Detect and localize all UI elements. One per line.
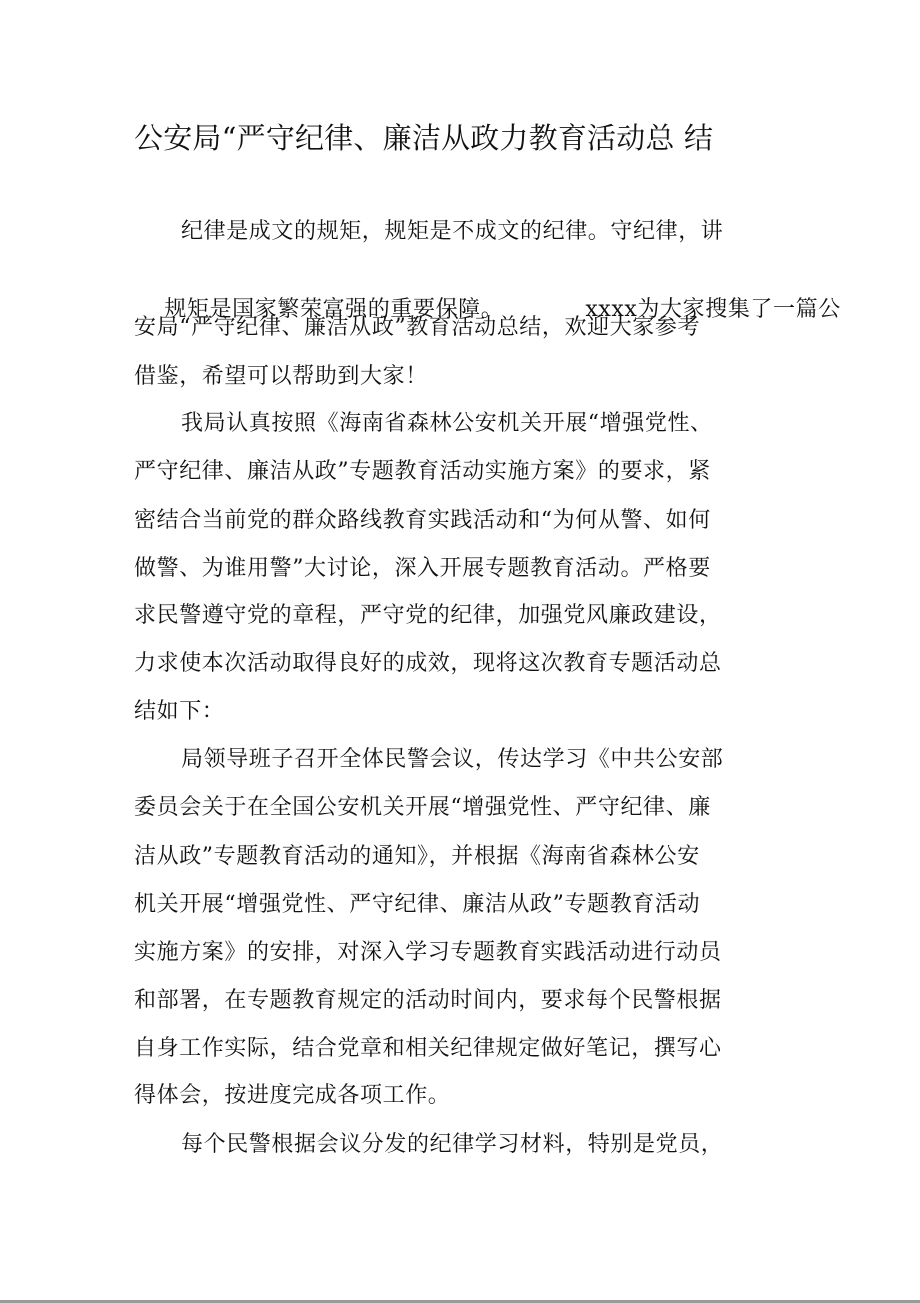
paragraph-2-line-2: 严守纪律、廉洁从政”专题教育活动实施方案》的要求，紧 [134,459,711,484]
paragraph-2-line-4: 做警、为谁用警”大讨论，深入开展专题教育活动。严格要 [134,556,711,581]
paragraph-3-line-5: 实施方案》的安排，对深入学习专题教育实践活动进行动员 [134,940,722,965]
paragraph-3-line-3: 洁从政”专题教育活动的通知》，并根据《海南省森林公安 [134,844,700,869]
paragraph-2-line-5: 求民警遵守党的章程，严守党的纪律，加强党风廉政建设， [134,603,722,628]
paragraph-2-line-7: 结如下： [134,699,225,724]
paragraph-2-line-6: 力求使本次活动取得良好的成效，现将这次教育专题活动总 [134,651,722,676]
paragraph-3-line-4: 机关开展“增强党性、严守纪律、廉洁从政”专题教育活动 [134,892,701,917]
paragraph-1-line-3: 安局“严守纪律、廉洁从政”教育活动总结，欢迎大家参考 [134,315,701,340]
paragraph-1-line-2-before: 规矩是国家繁荣富强的重要保障。 [164,297,504,322]
paragraph-4-line-1: 每个民警根据会议分发的纪律学习材料，特别是党员， [181,1132,724,1157]
document-title: 公安局“严守纪律、廉洁从政力教育活动总 结 [134,121,714,155]
paragraph-3-line-6: 和部署，在专题教育规定的活动时间内，要求每个民警根据 [134,988,722,1013]
paragraph-3-line-8: 得体会，按进度完成各项工作。 [134,1083,451,1108]
paragraph-3-line-1: 局领导班子召开全体民警会议，传达学习《中共公安部 [181,747,724,772]
paragraph-2-line-1: 我局认真按照《海南省森林公安机关开展“增强党性、 [181,411,713,436]
paragraph-1-line-1: 纪律是成文的规矩，规矩是不成文的纪律。守纪律，讲 [181,219,724,244]
paragraph-3-line-7: 自身工作实际，结合党章和相关纪律规定做好笔记，撰写心 [134,1036,722,1061]
paragraph-3-line-2: 委员会关于在全国公安机关开展“增强党性、严守纪律、廉 [134,795,711,820]
paragraph-1-line-2-after: xxxx为大家搜集了一篇公 [585,297,841,322]
paragraph-2-line-3: 密结合当前党的群众路线教育实践活动和“为何从警、如何 [134,508,711,533]
paragraph-1-line-4: 借鉴，希望可以帮助到大家！ [134,364,428,389]
